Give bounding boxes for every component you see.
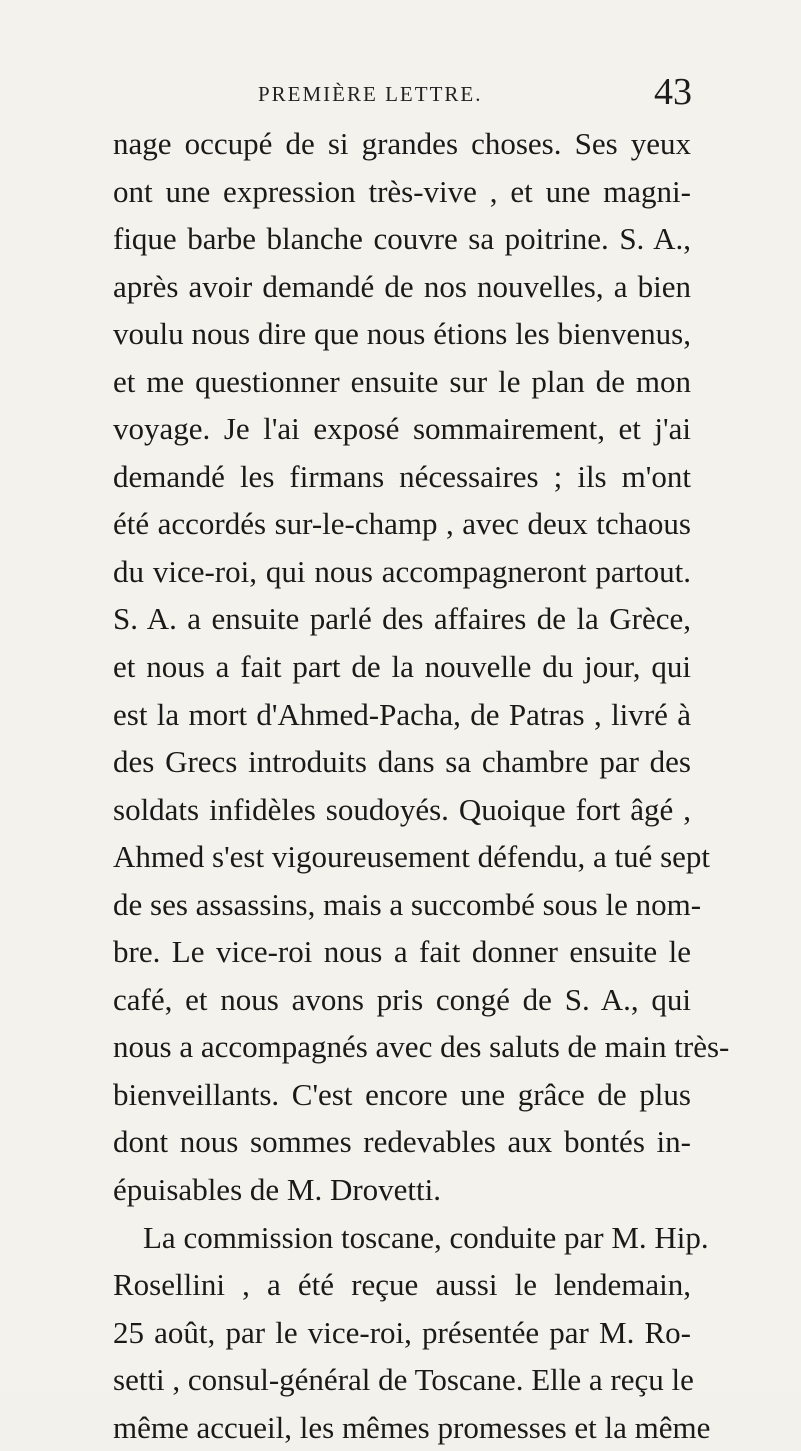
text-line: voulu nous dire que nous étions les bienvenus, (113, 316, 691, 352)
text-line: été accordés sur-le-champ , avec deux tchaous (113, 506, 691, 542)
text-line: du vice-roi, qui nous accompagneront partout. (113, 553, 691, 589)
text-line: nous a accompagnés avec des saluts de main très- (113, 1029, 730, 1065)
text-line: La commission toscane, conduite par M. Hip. (143, 1219, 709, 1255)
text-line: et me questionner ensuite sur le plan de mon (113, 363, 691, 399)
text-line: voyage. Je l'ai exposé sommairement, et j'ai (113, 411, 691, 447)
body-text (113, 120, 730, 1451)
page-header (0, 71, 801, 116)
page-number: 43 (654, 71, 692, 113)
text-line: même accueil, les mêmes promesses et la même (113, 1409, 711, 1445)
running-head: PREMIÈRE LETTRE. (258, 82, 483, 106)
text-line: épuisables de M. Drovetti. (113, 1172, 442, 1208)
text-line: setti , consul-général de Toscane. Elle a reçu le (113, 1362, 694, 1398)
text-line: après avoir demandé de nos nouvelles, a bien (113, 268, 691, 304)
text-line: Ahmed s'est vigoureusement défendu, a tué sept (113, 839, 711, 875)
text-line: café, et nous avons pris congé de S. A., qui (113, 981, 691, 1017)
text-line: nage occupé de si grandes choses. Ses yeux (113, 126, 691, 161)
text-line: fique barbe blanche couvre sa poitrine. S. A., (113, 221, 691, 257)
text-line: soldats infidèles soudoyés. Quoique fort âgé , (113, 791, 691, 827)
text-line: des Grecs introduits dans sa chambre par des (113, 744, 691, 780)
text-line: de ses assassins, mais a succombé sous le nom- (113, 886, 702, 922)
text-line: bre. Le vice-roi nous a fait donner ensuite le (113, 934, 691, 970)
text-line: bienveillants. C'est encore une grâce de plus (113, 1076, 691, 1112)
text-line: 25 août, par le vice-roi, présentée par M. Ro- (113, 1314, 691, 1350)
text-line: S. A. a ensuite parlé des affaires de la Grèce, (113, 601, 691, 637)
text-line: est la mort d'Ahmed-Pacha, de Patras , livré à (113, 696, 691, 732)
text-line: dont nous sommes redevables aux bontés in- (113, 1124, 691, 1160)
text-line: ont une expression très-vive , et une magni- (113, 173, 691, 209)
text-line: Rosellini , a été reçue aussi le lendemain, (113, 1267, 691, 1303)
text-line: et nous a fait part de la nouvelle du jour, qui (113, 649, 691, 685)
text-line: demandé les firmans nécessaires ; ils m'ont (113, 458, 691, 494)
